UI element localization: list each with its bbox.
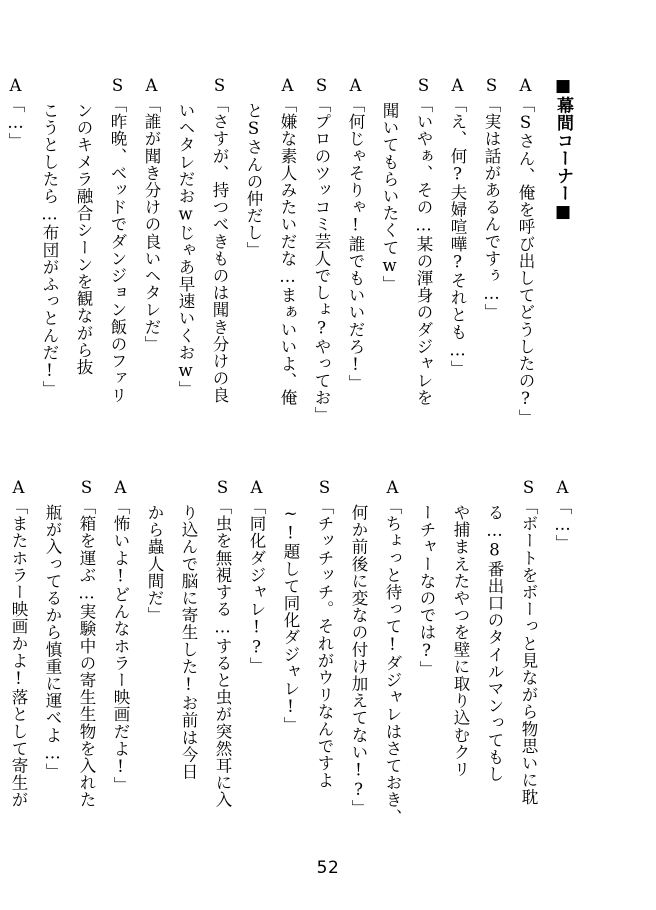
dialogue-line <box>104 76 131 464</box>
speaker-label: S <box>77 478 96 498</box>
continuation-indent <box>175 478 202 504</box>
speaker-label: A <box>142 76 161 96</box>
dialogue-line <box>481 478 508 860</box>
speaker-label: S <box>210 76 229 96</box>
dialogue-text: 「え、何?夫婦喧嘩?それとも…」 <box>448 95 467 377</box>
dialogue-line <box>515 478 542 860</box>
dialogue-text: 「嫌な素人みたいだな…まぁいいよ、俺 <box>278 95 297 406</box>
dialogue-text: ンのキメラ融合シーンを観ながら抜 <box>74 102 93 376</box>
speaker-label: S <box>213 478 232 498</box>
dialogue-text: 「箱を運ぶ…実験中の寄生生物を入れた <box>77 497 96 808</box>
speaker-label: A <box>6 76 25 96</box>
dialogue-line <box>206 76 233 464</box>
continuation-indent <box>36 76 63 102</box>
dialogue-line <box>36 76 63 464</box>
dialogue-text: や捕まえたやつを壁に取り込むクリ <box>451 504 470 778</box>
dialogue-line <box>138 76 165 464</box>
speaker-label: S <box>482 76 501 96</box>
dialogue-line <box>413 478 440 860</box>
dialogue-line <box>342 76 369 464</box>
speaker-label: A <box>553 478 572 498</box>
dialogue-line <box>175 478 202 860</box>
dialogue-line <box>243 478 270 860</box>
continuation-indent <box>240 76 267 102</box>
speaker-label: S <box>519 478 538 498</box>
dialogue-line <box>376 76 403 464</box>
dialogue-line <box>379 478 406 860</box>
dialogue-text: 「実は話があるんですぅ…」 <box>482 95 501 321</box>
continuation-indent <box>70 76 97 102</box>
dialogue-text: ~!題して同化ダジャレ!」 <box>281 504 300 734</box>
dialogue-line <box>172 76 199 464</box>
dialogue-text: 「虫を無視する…すると虫が突然耳に入 <box>213 497 232 808</box>
dialogue-text: り込んで脳に寄生した!お前は今日 <box>179 504 198 781</box>
dialogue-text: とSさんの仲だし」 <box>244 102 263 259</box>
top-dialogue-block <box>0 76 576 464</box>
dialogue-text: 「ボートをボーっと見ながら物思いに耽 <box>519 497 538 806</box>
dialogue-text: 「何じゃそりゃ!誰でもいいだろ!」 <box>346 95 365 392</box>
dialogue-text: 聞いてもらいたくてw」 <box>380 102 399 293</box>
dialogue-text: 「誰が聞き分けの良いヘタレだ」 <box>142 95 161 353</box>
dialogue-line <box>39 478 66 860</box>
bottom-dialogue-block <box>0 478 576 860</box>
continuation-indent <box>141 478 168 504</box>
dialogue-line <box>5 478 32 860</box>
dialogue-text: 「チッチッチ。それがウリなんですよ <box>315 497 334 789</box>
speaker-label: A <box>9 478 28 498</box>
continuation-indent <box>413 478 440 504</box>
dialogue-text: から蟲人間だ」 <box>145 504 164 624</box>
dialogue-text: 「またホラー映画かよ!落として寄生が <box>9 497 28 808</box>
dialogue-line <box>447 478 474 860</box>
dialogue-text: 「いやぁ、その…某の渾身のダジャレを <box>414 95 433 406</box>
dialogue-line <box>308 76 335 464</box>
speaker-label: S <box>108 76 127 96</box>
dialogue-text: ーチャーなのでは?」 <box>417 504 436 678</box>
dialogue-line <box>107 478 134 860</box>
dialogue-text: る…8番出口のタイルマンってもし <box>485 504 504 783</box>
dialogue-line <box>274 76 301 464</box>
dialogue-text: 「怖いよ!どんなホラー映画だよ!」 <box>111 497 130 794</box>
dialogue-line <box>277 478 304 860</box>
continuation-indent <box>376 76 403 102</box>
dialogue-text: いヘタレだおwじゃあ早速いくおw」 <box>176 102 195 398</box>
continuation-indent <box>447 478 474 504</box>
dialogue-line <box>345 478 372 860</box>
dialogue-line <box>410 76 437 464</box>
speaker-label: A <box>278 76 297 96</box>
dialogue-text: 瓶が入ってるから慎重に運べよ…」 <box>43 504 62 781</box>
page-number: 52 <box>316 858 340 878</box>
dialogue-line <box>73 478 100 860</box>
section-heading: ■幕間コーナー■ <box>553 76 573 223</box>
dialogue-text: 「プロのツッコミ芸人でしょ?やってお」 <box>312 95 331 424</box>
continuation-indent <box>39 478 66 504</box>
continuation-indent <box>172 76 199 102</box>
speaker-label: A <box>448 76 467 96</box>
dialogue-line <box>549 478 576 860</box>
dialogue-line <box>512 76 539 464</box>
speaker-label: S <box>414 76 433 96</box>
dialogue-line <box>141 478 168 860</box>
dialogue-line <box>209 478 236 860</box>
speaker-label: A <box>516 76 535 96</box>
dialogue-line <box>478 76 505 464</box>
dialogue-text: 「ちょっと待って!ダジャレはさておき、 <box>383 497 402 826</box>
speaker-label: S <box>315 478 334 498</box>
speaker-label: A <box>111 478 130 498</box>
dialogue-text: 「…」 <box>6 95 25 150</box>
dialogue-line <box>240 76 267 464</box>
dialogue-text: こうとしたら…布団がふっとんだ!」 <box>40 102 59 398</box>
dialogue-line <box>444 76 471 464</box>
continuation-indent <box>345 478 372 504</box>
speaker-label: A <box>383 478 402 498</box>
dialogue-line <box>70 76 97 464</box>
dialogue-line <box>311 478 338 860</box>
dialogue-text: 「さすが、持つべきものは聞き分けの良 <box>210 95 229 404</box>
dialogue-text: 何か前後に変なの付け加えてない!?」 <box>349 504 368 817</box>
dialogue-text: 「Sさん、俺を呼び出してどうしたの?」 <box>516 95 535 426</box>
dialogue-text: 「…」 <box>553 497 572 552</box>
speaker-label: A <box>247 478 266 498</box>
speaker-label: S <box>312 76 331 96</box>
continuation-indent <box>481 478 508 504</box>
continuation-indent <box>277 478 304 504</box>
dialogue-text: 「昨晩、ベッドでダンジョン飯のファリ <box>108 95 127 404</box>
dialogue-text: 「同化ダジャレ!?」 <box>247 497 266 674</box>
speaker-label: A <box>346 76 365 96</box>
dialogue-line <box>2 76 29 464</box>
